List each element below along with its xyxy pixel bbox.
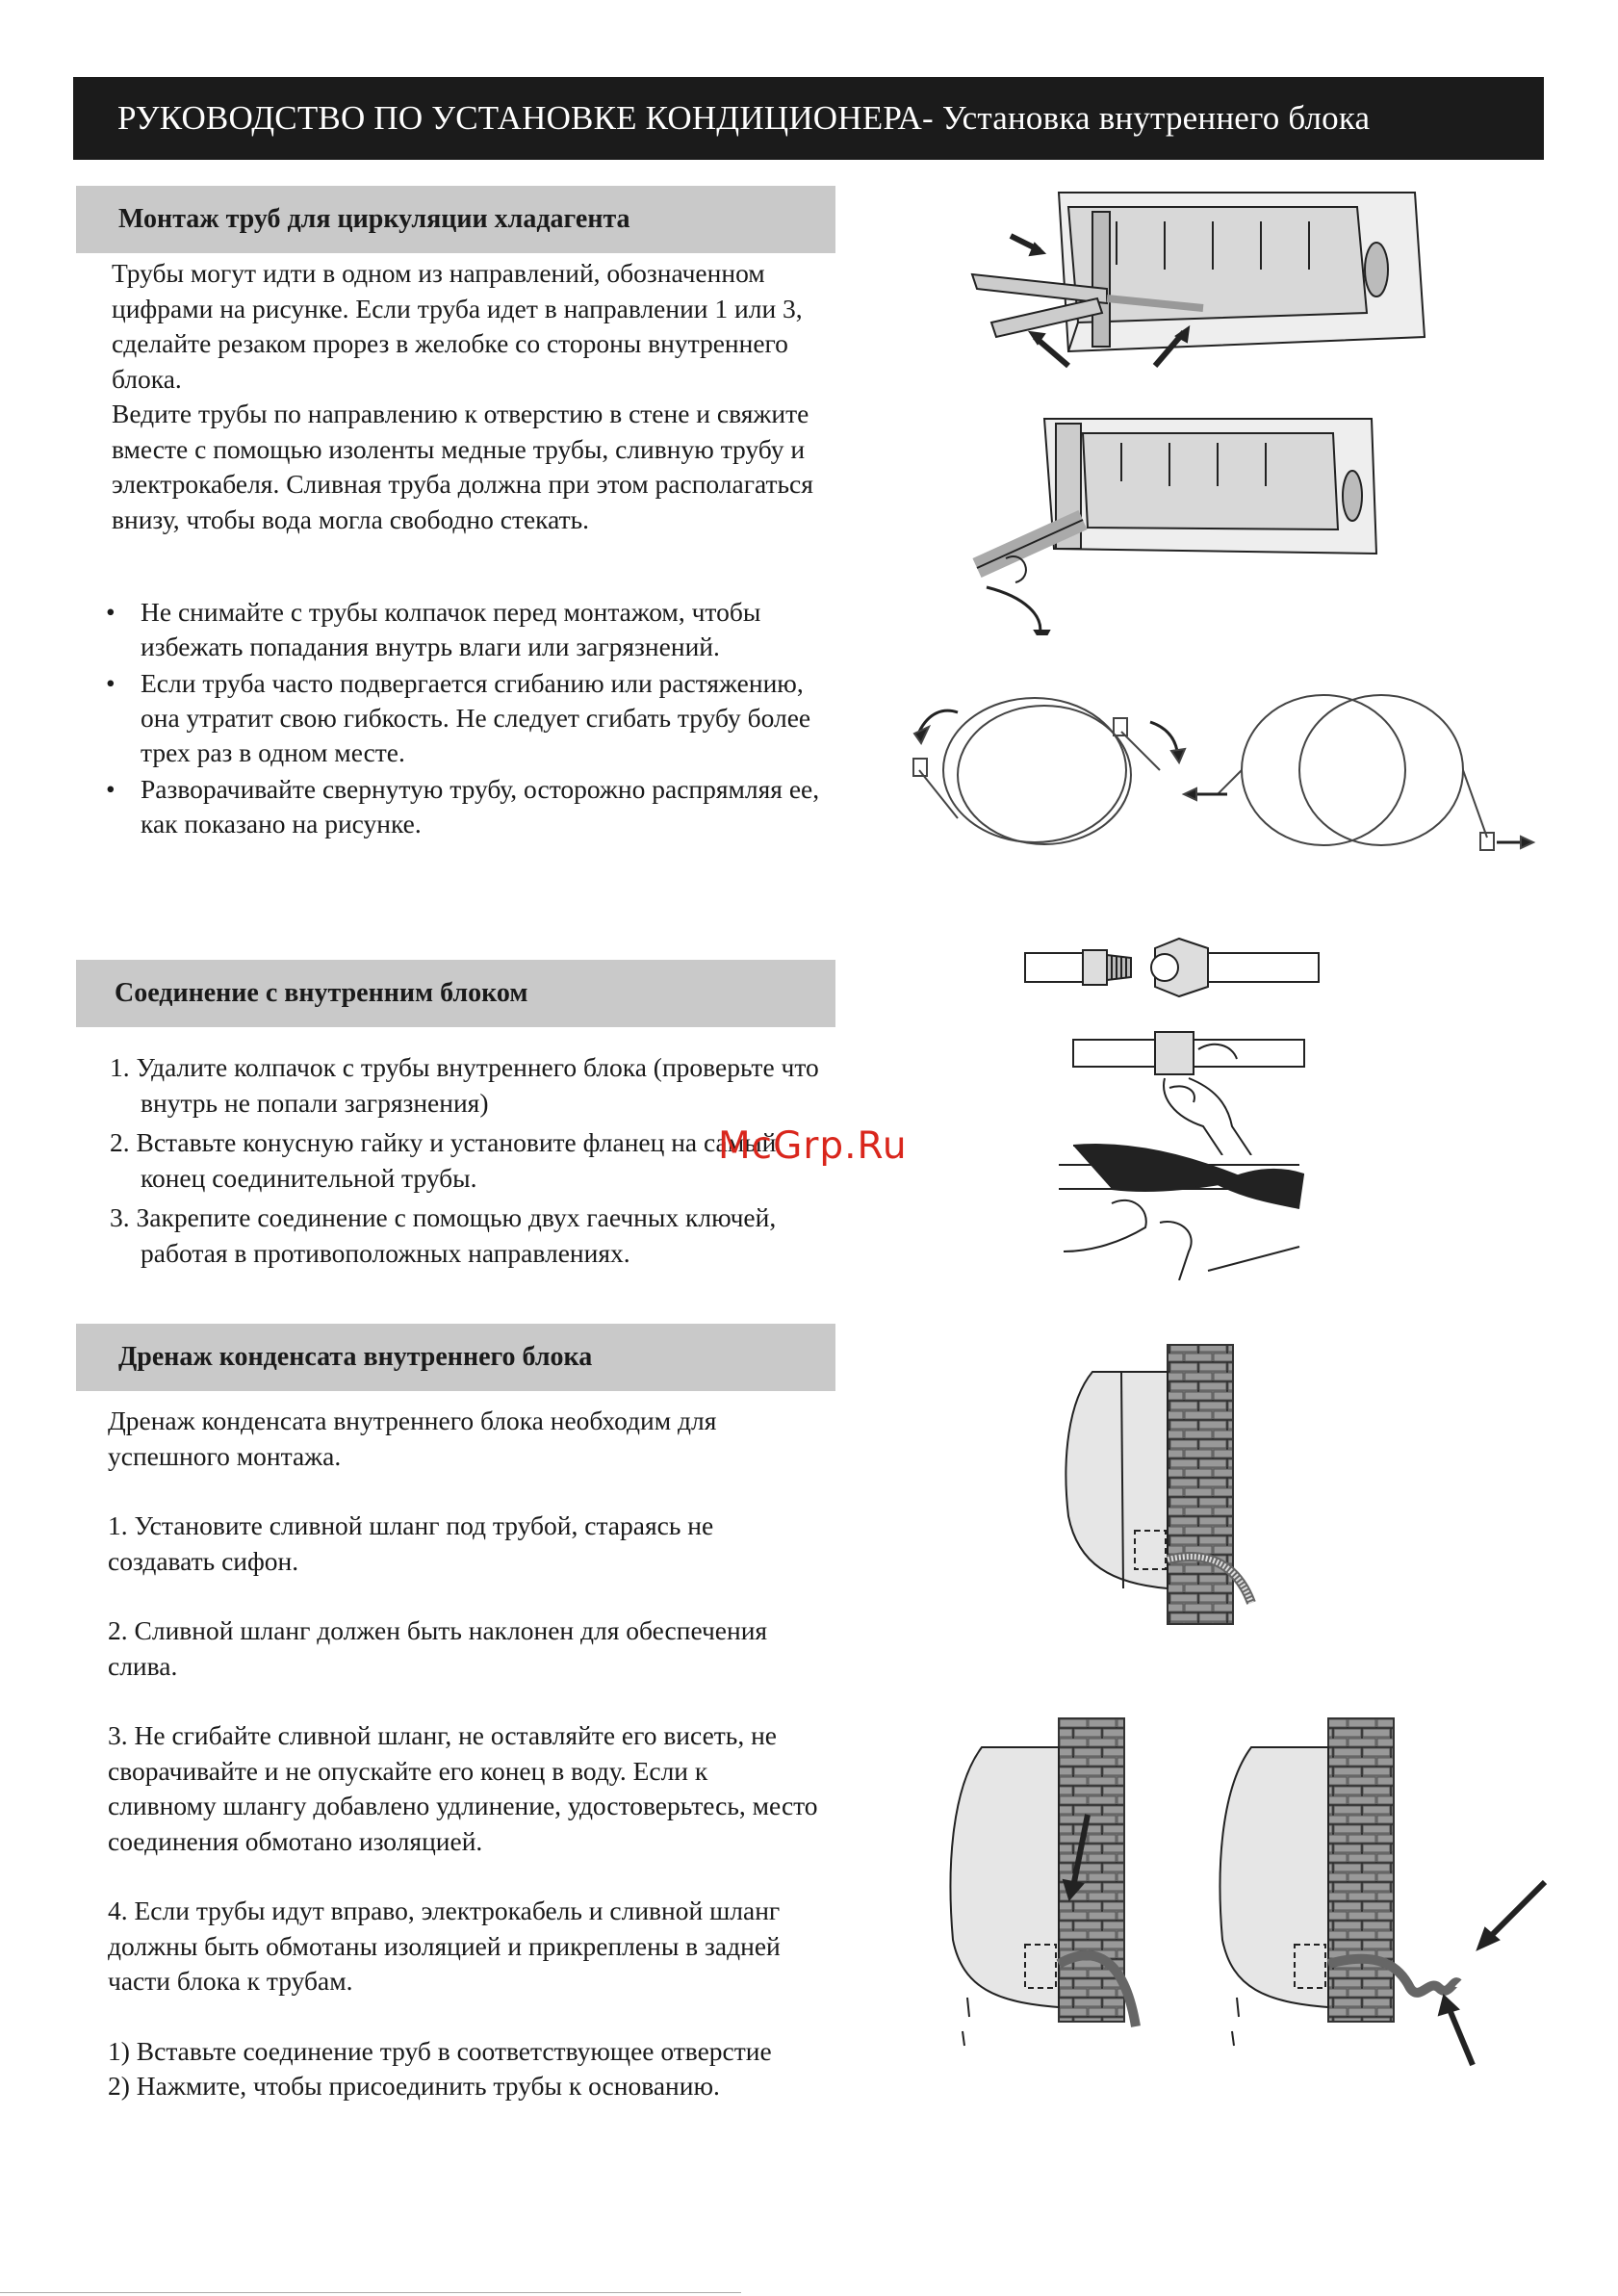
list-item: 3. Закрепите соединение с помощью двух гаечных ключей, работая в противоположных направлениях.: [110, 1202, 777, 1268]
section3-text: [108, 1404, 820, 2104]
section-heading-drainage: Дренаж конденсата внутреннего блока: [76, 1324, 835, 1391]
section1-para2: Ведите трубы по направлению к отверстию в стене и свяжите вместе с помощью изоленты медные трубы, сливную трубу и электрокабеля. Сливная труба должна при этом располагаться внизу, чтобы вода могла свободно стекать.: [112, 399, 813, 534]
list-item: 2. Вставьте конусную гайку и установите фланец на самый конец соединительной трубы.: [110, 1127, 777, 1193]
section3-step3: 3. Не сгибайте сливной шланг, не оставляйте его висеть, не сворачивайте и не опускайте его конец в воду. Если к сливному шлангу добавлено удлинение, удостоверьтесь, место соединения обмотано изоляцией.: [108, 1720, 818, 1856]
watermark: McGrp.Ru: [718, 1124, 908, 1168]
coiled-pipe-illustration: [900, 674, 1545, 866]
section3-step1: 1. Установите сливной шланг под трубой, стараясь не создавать сифон.: [108, 1510, 714, 1576]
header-title-sub: - Установка внутреннего блока: [922, 99, 1371, 137]
flare-nut-illustration: [1020, 934, 1328, 1001]
section-heading-refrigerant-pipes: Монтаж труб для циркуляции хладагента: [76, 186, 835, 253]
list-item: • Если труба часто подвергается сгибанию или растяжению, она утратит свою гибкость. Не следует сгибать трубу более трех раз в одном месте.: [106, 668, 811, 767]
list-item: • Разворачивайте свернутую трубу, осторожно распрямляя ее, как показано на рисунке.: [106, 774, 820, 838]
section3-sub1: 1) Вставьте соединение труб в соответствующее отверстие: [108, 2035, 772, 2066]
section1-bullets: [106, 595, 837, 843]
header-title-caps: РУКОВОДСТВО ПО УСТАНОВКЕ КОНДИЦИОНЕРА: [117, 99, 923, 137]
section3-step2: 2. Сливной шланг должен быть наклонен для обеспечения слива.: [108, 1615, 768, 1681]
drain-hose-incorrect-illustration: [929, 1709, 1554, 2079]
hand-tightening-illustration: [1068, 1020, 1309, 1155]
section3-intro: Дренаж конденсата внутреннего блока необходим для успешного монтажа.: [108, 1406, 717, 1471]
section1-text: [112, 256, 824, 537]
section3-step4: 4. Если трубы идут вправо, электрокабель и сливной шланг должны быть обмотаны изоляцией и прикреплены в задней части блока к трубам.: [108, 1896, 781, 1996]
indoor-unit-pipes-illustration: [953, 178, 1453, 371]
section1-para1: Трубы могут идти в одном из направлений, обозначенном цифрами на рисунке. Если труба идет в направлении 1 или 3, сделайте резаком прорез в желобке со стороны внутреннего блока.: [112, 258, 803, 394]
drain-hose-wall-illustration: [1054, 1343, 1314, 1632]
list-item: • Не снимайте с трубы колпачок перед монтажом, чтобы избежать попадания внутрь влаги или загрязнений.: [106, 597, 761, 661]
page-header: [73, 77, 1544, 160]
section3-sub2: 2) Нажмите, чтобы присоединить трубы к основанию.: [108, 2071, 720, 2101]
list-item: 1. Удалите колпачок с трубы внутреннего блока (проверьте что внутрь не попали загрязнения): [110, 1052, 819, 1118]
two-wrenches-illustration: [1054, 1136, 1304, 1280]
indoor-unit-bound-pipes-illustration: [948, 404, 1410, 635]
section-heading-indoor-connection: Соединение с внутренним блоком: [76, 960, 835, 1027]
footer-divider: [0, 2292, 741, 2293]
